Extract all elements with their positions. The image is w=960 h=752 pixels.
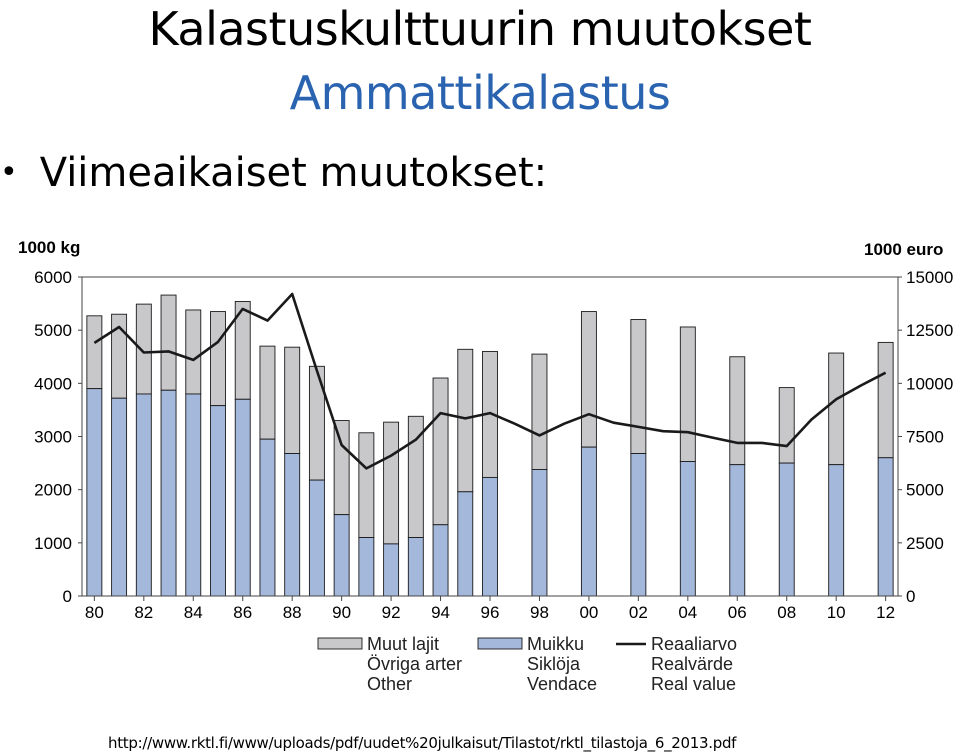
y-left-tick-label: 0	[62, 587, 72, 606]
y-left-tick-label: 1000	[34, 533, 72, 553]
bar-muikku-1981	[112, 398, 127, 596]
legend-label: Muut lajit	[367, 634, 440, 654]
y-left-tick-label: 4000	[34, 374, 72, 394]
x-tick-label: 96	[480, 603, 500, 622]
bar-muikku-2000	[581, 447, 596, 596]
bar-muut-1983	[161, 295, 176, 390]
y-axis-left	[34, 268, 82, 606]
y-right-tick-label: 5000	[906, 480, 944, 500]
bullet-dot-icon: •	[0, 155, 18, 190]
bar-muikku-1995	[458, 492, 473, 596]
legend-label: Realvärde	[651, 654, 734, 674]
catch-chart	[0, 228, 960, 703]
y-right-tick-label: 10000	[906, 374, 954, 394]
y-right-tick-label: 7500	[906, 427, 944, 447]
bar-muut-1982	[136, 304, 151, 394]
bar-muut-1994	[433, 378, 448, 525]
bullet-item	[0, 150, 547, 196]
x-tick-label: 84	[183, 603, 203, 622]
bar-muikku-1991	[359, 538, 374, 596]
x-tick-label: 08	[777, 603, 797, 622]
bar-muut-2010	[829, 353, 844, 465]
bullet-text: Viimeaikaiset muutokset:	[39, 150, 548, 196]
bar-muut-1990	[334, 421, 349, 515]
slide-subtitle: Ammattikalastus	[289, 66, 671, 120]
legend-label: Muikku	[527, 634, 585, 654]
bar-muut-1988	[285, 347, 300, 453]
bar-muikku-1987	[260, 439, 275, 596]
legend-swatch	[318, 638, 362, 649]
bar-muut-2006	[730, 357, 745, 465]
bar-muut-2000	[581, 312, 596, 448]
bar-muut-1987	[260, 346, 275, 439]
bar-muikku-1996	[483, 477, 498, 596]
bar-muut-1991	[359, 433, 374, 538]
slide-title: Kalastuskulttuurin muutokset	[148, 2, 812, 56]
x-tick-label: 00	[579, 603, 599, 622]
y-left-tick-label: 3000	[34, 427, 72, 447]
x-tick-label: 02	[628, 603, 648, 622]
bar-muikku-1989	[309, 480, 324, 596]
x-tick-label: 04	[678, 603, 698, 622]
legend-label: Other	[367, 674, 413, 694]
bar-muikku-1983	[161, 390, 176, 596]
x-tick-label: 88	[282, 603, 302, 622]
legend-label: Reaaliarvo	[651, 634, 738, 654]
bar-muikku-1988	[285, 454, 300, 596]
bar-muikku-1984	[186, 394, 201, 596]
legend-label: Övriga arter	[367, 654, 463, 674]
bar-muikku-1994	[433, 525, 448, 596]
bar-muut-1992	[384, 422, 399, 544]
x-tick-label: 80	[84, 603, 104, 622]
bar-muikku-1980	[87, 389, 102, 596]
x-axis	[85, 596, 895, 622]
y-axis-right-label: 1000 euro	[864, 240, 944, 259]
bars-group	[87, 295, 893, 596]
legend-label: Vendace	[527, 674, 598, 694]
bar-muikku-2008	[779, 463, 794, 596]
x-tick-label: 06	[727, 603, 747, 622]
x-tick-label: 12	[876, 603, 896, 622]
y-left-tick-label: 2000	[34, 480, 72, 500]
bar-muikku-1985	[211, 406, 226, 596]
bar-muikku-1993	[408, 538, 423, 596]
x-tick-label: 98	[529, 603, 549, 622]
bar-muut-1998	[532, 354, 547, 469]
x-tick-label: 86	[233, 603, 253, 622]
bar-muut-2008	[779, 388, 794, 463]
legend-label: Siklöja	[527, 654, 581, 674]
y-left-tick-label: 6000	[34, 268, 72, 287]
y-axis-right	[898, 268, 953, 606]
x-tick-label: 82	[134, 603, 154, 622]
bar-muikku-2010	[829, 465, 844, 596]
x-tick-label: 94	[431, 603, 451, 622]
bar-muut-2002	[631, 320, 646, 454]
bar-muikku-2006	[730, 465, 745, 596]
y-right-tick-label: 0	[906, 587, 916, 606]
bar-muut-1980	[87, 316, 102, 389]
x-tick-label: 10	[826, 603, 846, 622]
bar-muut-1984	[186, 310, 201, 394]
bar-muikku-1992	[384, 544, 399, 596]
bar-muut-2012	[878, 342, 893, 457]
bar-muikku-2012	[878, 458, 893, 596]
y-right-tick-label: 12500	[906, 321, 954, 341]
legend	[318, 634, 737, 694]
bar-muikku-1982	[136, 394, 151, 596]
x-tick-label: 92	[381, 603, 401, 622]
bar-muikku-1998	[532, 469, 547, 596]
x-tick-label: 90	[332, 603, 352, 622]
bar-muikku-1986	[235, 399, 250, 596]
legend-swatch	[478, 638, 522, 649]
y-right-tick-label: 15000	[906, 268, 954, 287]
bar-muikku-1990	[334, 515, 349, 596]
bar-muut-1995	[458, 349, 473, 491]
y-axis-left-label: 1000 kg	[18, 238, 81, 257]
y-left-tick-label: 5000	[34, 321, 72, 341]
legend-label: Real value	[651, 674, 737, 694]
source-link[interactable]: http://www.rktl.fi/www/uploads/pdf/uudet%20julkaisut/Tilastot/rktl_tilastoja_6_2013.pdf	[108, 734, 737, 752]
bar-muut-2004	[680, 327, 695, 462]
bar-muut-1985	[211, 312, 226, 406]
bar-muikku-2004	[680, 461, 695, 596]
bar-muikku-2002	[631, 454, 646, 596]
y-right-tick-label: 2500	[906, 533, 944, 553]
